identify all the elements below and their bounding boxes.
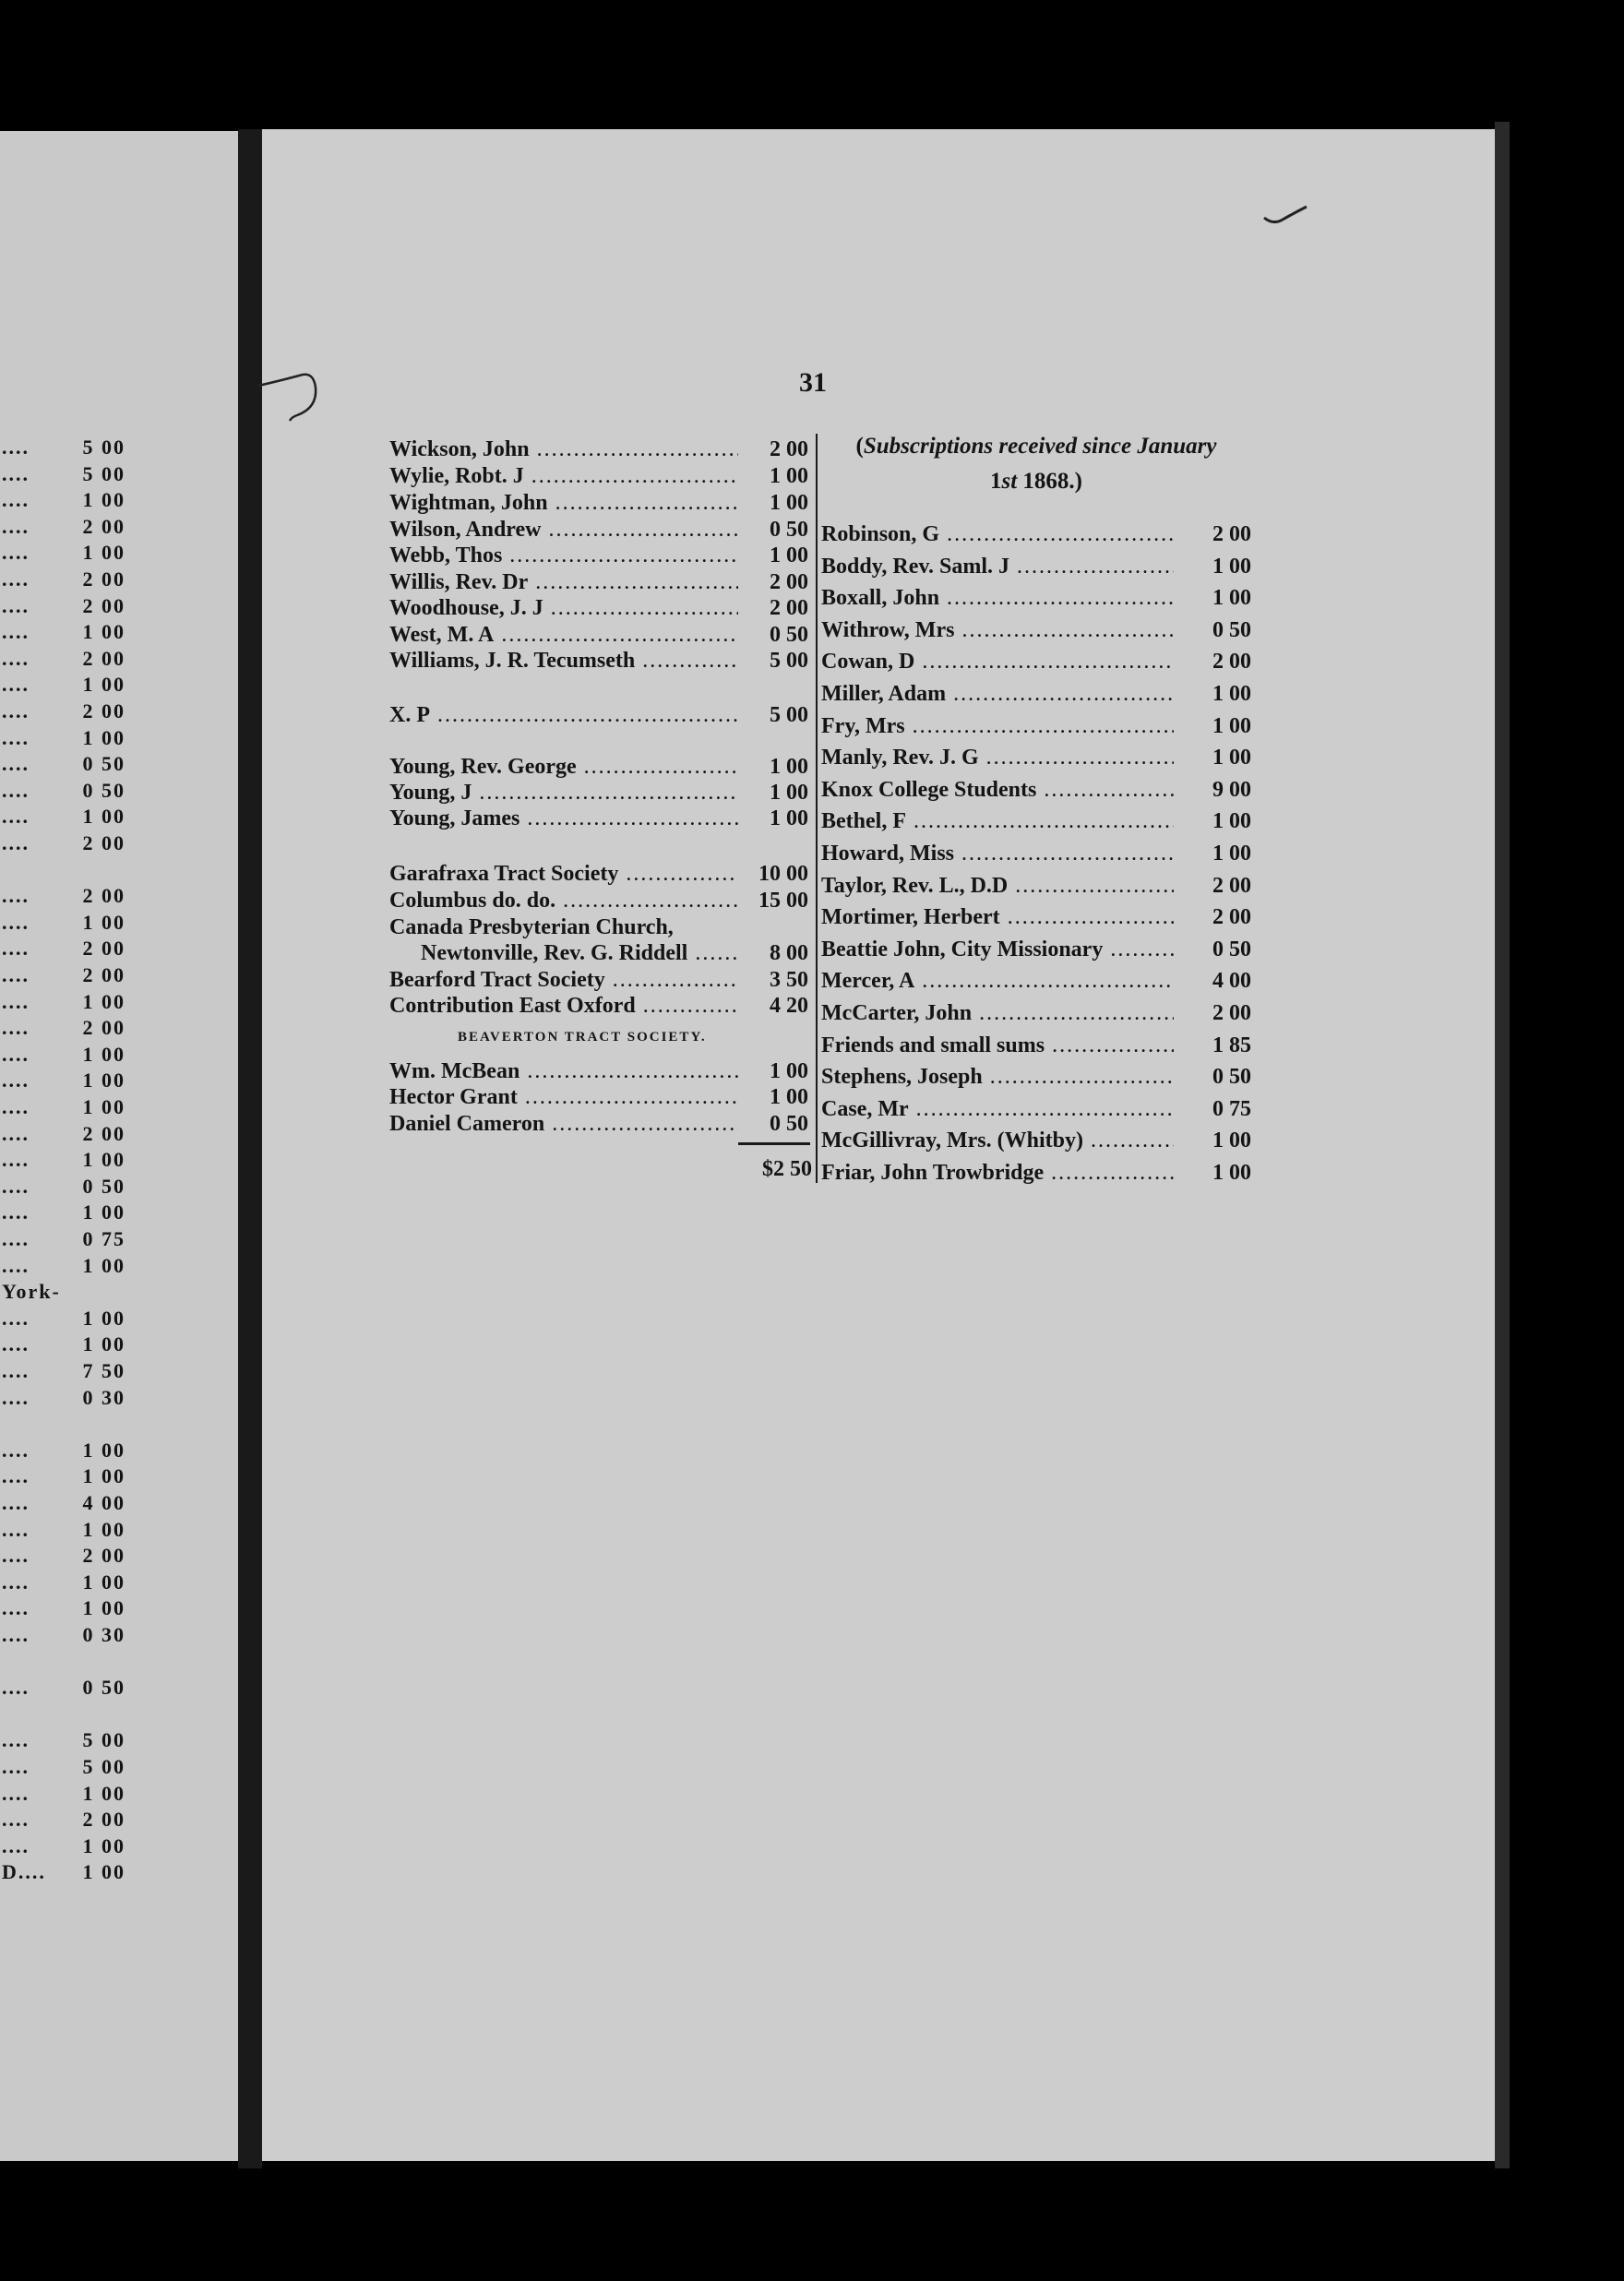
left-page-row — [0, 858, 129, 884]
donation-amount: 2 00 — [770, 570, 808, 594]
left-page-row — [0, 1175, 129, 1200]
donation-amount: 1 00 — [1212, 713, 1251, 738]
donor-entry — [821, 809, 1251, 839]
donor-entry — [821, 586, 1251, 615]
donation-amount: 1 00 — [1212, 682, 1251, 706]
left-page-row — [0, 1596, 129, 1622]
left-page-leader: .... — [2, 1332, 30, 1356]
donor-entry — [821, 555, 1251, 584]
left-page-row — [0, 1043, 129, 1069]
left-page-row — [0, 1544, 129, 1570]
donation-amount: 0 50 — [1212, 1065, 1251, 1090]
left-page-leader: .... — [2, 593, 30, 617]
left-page-row — [0, 1676, 129, 1702]
left-page-leader: .... — [2, 963, 30, 986]
donor-entry — [389, 703, 812, 733]
donor-name: Woodhouse, J. J ..... — [389, 596, 738, 626]
left-page-amount: 1 00 — [82, 1306, 125, 1330]
left-page-amount: 1 00 — [82, 1517, 125, 1541]
donor-entry — [389, 437, 812, 467]
left-page-amount: 0 50 — [82, 778, 125, 802]
donor-name: Daniel Cameron ..... — [389, 1112, 738, 1141]
left-page-leader: .... — [2, 1253, 30, 1277]
donor-name: Canada Presbyterian Church, — [389, 915, 674, 939]
left-page-leader: .... — [2, 778, 30, 802]
donor-name: McCarter, John ..... — [821, 1001, 1174, 1031]
left-page-amount: 1 00 — [82, 1438, 125, 1462]
left-page-amount: 1 00 — [82, 1570, 125, 1594]
donor-name: Young, J ..... — [389, 781, 738, 810]
donor-name: Wightman, John ..... — [389, 491, 738, 520]
left-page-amount: 2 00 — [82, 593, 125, 617]
donor-name: Williams, J. R. Tecumseth ..... — [389, 649, 738, 678]
donor-name: Boxall, John ..... — [821, 586, 1174, 615]
donor-name: Stephens, Joseph ..... — [821, 1065, 1174, 1094]
left-page-row — [0, 752, 129, 778]
left-page-amount: 2 00 — [82, 699, 125, 723]
donor-entry — [389, 543, 812, 573]
donation-amount: 0 50 — [770, 1112, 808, 1136]
donation-amount: 2 00 — [1212, 650, 1251, 675]
left-page-row — [0, 1386, 129, 1412]
donor-name: Friends and small sums ..... — [821, 1033, 1174, 1063]
left-page-row — [0, 1332, 129, 1358]
left-page-row — [0, 1439, 129, 1464]
left-page-leader: .... — [2, 673, 30, 697]
left-page-row — [0, 1491, 129, 1517]
donation-amount: 1 00 — [770, 491, 808, 515]
left-page-leader: .... — [2, 1438, 30, 1462]
left-page-leader: .... — [2, 1306, 30, 1330]
column-divider — [816, 434, 818, 1183]
donation-amount: 0 50 — [770, 623, 808, 647]
donation-amount: 5 00 — [770, 649, 808, 673]
donor-name: Contribution East Oxford ..... — [389, 994, 738, 1023]
left-page-amount: 1 00 — [82, 1833, 125, 1857]
donation-amount: 4 00 — [1212, 969, 1251, 994]
left-page-leader: York- — [2, 1280, 61, 1304]
left-page-leader: .... — [2, 1464, 30, 1488]
left-page-leader: .... — [2, 1174, 30, 1198]
left-page-amount: 5 00 — [82, 1755, 125, 1778]
donation-amount: 15 00 — [758, 889, 808, 913]
donation-amount: 10 00 — [758, 862, 808, 886]
left-page-leader: .... — [2, 1491, 30, 1514]
left-page-amount: 1 00 — [82, 725, 125, 749]
left-page-row — [0, 1069, 129, 1094]
donation-amount: 1 85 — [1212, 1033, 1251, 1057]
left-page-amount: 5 00 — [82, 436, 125, 459]
left-page-amount: 1 00 — [82, 1095, 125, 1118]
donor-entry — [821, 650, 1251, 679]
donor-name: Cowan, D ..... — [821, 650, 1174, 679]
left-page-amount: 5 00 — [82, 1728, 125, 1752]
left-page-amount: 1 00 — [82, 673, 125, 697]
left-page-row — [0, 1227, 129, 1253]
left-page-row — [0, 1570, 129, 1596]
left-page-row — [0, 699, 129, 725]
left-page-row — [0, 673, 129, 699]
left-page-leader: .... — [2, 436, 30, 459]
donor-entry — [821, 522, 1251, 552]
left-page-amount: 2 00 — [82, 567, 125, 591]
donor-entry — [821, 969, 1251, 998]
left-page-row — [0, 1650, 129, 1676]
left-page-row — [0, 1200, 129, 1226]
left-page-leader: .... — [2, 725, 30, 749]
donation-amount: 0 50 — [770, 518, 808, 542]
pencil-checkmark — [1262, 201, 1308, 229]
left-page-amount: 1 00 — [82, 1781, 125, 1805]
left-page-row — [0, 1834, 129, 1860]
donation-amount: 1 00 — [770, 781, 808, 805]
left-page-amount: 1 00 — [82, 1042, 125, 1066]
donor-name: Case, Mr ..... — [821, 1097, 1174, 1127]
left-page-row — [0, 1623, 129, 1649]
donor-name: Newtonville, Rev. G. Riddell ..... — [421, 941, 738, 971]
left-page-row — [0, 779, 129, 805]
left-page-leader: .... — [2, 646, 30, 670]
donor-entry — [821, 682, 1251, 711]
subscriptions-note-line1: (Subscriptions received since January — [855, 434, 1217, 459]
donor-entry — [389, 596, 812, 626]
left-page-row — [0, 1782, 129, 1808]
donor-entry — [821, 1161, 1251, 1190]
donor-name: Mortimer, Herbert ..... — [821, 905, 1174, 935]
donation-amount: 9 00 — [1212, 777, 1251, 802]
left-page-row — [0, 1280, 129, 1306]
left-page-leader: .... — [2, 910, 30, 934]
beaverton-subheading: BEAVERTON TRACT SOCIETY. — [458, 1030, 707, 1045]
donor-name: Withrow, Mrs ..... — [821, 618, 1174, 648]
donation-amount: 2 00 — [770, 437, 808, 461]
donor-entry — [821, 842, 1251, 871]
donation-amount: 2 00 — [1212, 905, 1251, 930]
donation-amount: 1 00 — [1212, 809, 1251, 834]
donor-name: Fry, Mrs ..... — [821, 714, 1174, 744]
left-page-row — [0, 911, 129, 937]
left-page-amount: 2 00 — [82, 884, 125, 908]
left-page-leader: .... — [2, 514, 30, 538]
left-page-amount: 1 00 — [82, 989, 125, 1013]
donor-entry — [389, 649, 812, 678]
donor-entry — [389, 994, 812, 1023]
left-page-amount: 2 00 — [82, 1544, 125, 1568]
left-page-row — [0, 990, 129, 1016]
donor-name: Bethel, F ..... — [821, 809, 1174, 839]
donor-entry — [821, 874, 1251, 903]
left-page-leader: .... — [2, 541, 30, 565]
left-page-leader: .... — [2, 1623, 30, 1646]
left-page-amount: 4 00 — [82, 1491, 125, 1514]
donor-name: Knox College Students ..... — [821, 778, 1174, 807]
donor-name: Taylor, Rev. L., D.D ..... — [821, 874, 1174, 903]
left-page-amount: 1 00 — [82, 1860, 125, 1884]
donor-entry — [389, 1112, 812, 1141]
donor-name: West, M. A ..... — [389, 623, 738, 652]
donor-name: Garafraxa Tract Society ..... — [389, 862, 738, 891]
donor-name: Hector Grant ..... — [389, 1085, 738, 1115]
donor-entry — [821, 746, 1251, 775]
left-page-row — [0, 963, 129, 989]
left-page-row — [0, 1728, 129, 1754]
donor-name: Howard, Miss ..... — [821, 842, 1174, 871]
donation-amount: 8 00 — [770, 941, 808, 965]
donor-entry — [821, 1129, 1251, 1158]
left-page-row — [0, 515, 129, 541]
donor-entry — [821, 1001, 1251, 1031]
left-page-row — [0, 805, 129, 830]
donor-name: Young, James ..... — [389, 806, 738, 836]
left-page-row — [0, 1464, 129, 1490]
left-page-amount: 2 00 — [82, 1016, 125, 1040]
left-page-row — [0, 488, 129, 514]
left-page-row — [0, 1307, 129, 1332]
left-page-row — [0, 1359, 129, 1385]
page-edge — [1495, 122, 1510, 2168]
pencil-bracket-mark — [255, 354, 323, 428]
left-page-leader: .... — [2, 1121, 30, 1145]
donor-name: Bearford Tract Society ..... — [389, 968, 738, 997]
donation-amount: 2 00 — [1212, 1001, 1251, 1025]
left-page-amount: 2 00 — [82, 514, 125, 538]
left-page-leader: .... — [2, 1016, 30, 1040]
left-page-row — [0, 1148, 129, 1174]
donation-amount: 2 00 — [1212, 873, 1251, 898]
left-page-row — [0, 620, 129, 646]
left-page-row — [0, 1095, 129, 1121]
donor-name: Young, Rev. George ..... — [389, 755, 738, 784]
donor-entry — [821, 1065, 1251, 1094]
left-page-row — [0, 462, 129, 488]
donor-name: Webb, Thos ..... — [389, 543, 738, 573]
donor-name: Wilson, Andrew ..... — [389, 518, 738, 547]
donor-name: Columbus do. do. ..... — [389, 889, 738, 918]
left-page-leader: .... — [2, 488, 30, 512]
donation-amount: 3 50 — [770, 968, 808, 992]
left-page-amount: 0 30 — [82, 1385, 125, 1409]
left-page-amount: 1 00 — [82, 541, 125, 565]
donor-entry — [389, 862, 812, 891]
left-page-leader: .... — [2, 1359, 30, 1382]
donation-amount: 2 00 — [1212, 522, 1251, 546]
donation-amount: 0 50 — [1212, 937, 1251, 961]
donation-amount: 1 00 — [1212, 842, 1251, 866]
left-page-row — [0, 1412, 129, 1438]
left-page-amount: 2 00 — [82, 646, 125, 670]
left-page-leader: .... — [2, 805, 30, 829]
donation-amount: 1 00 — [770, 543, 808, 567]
left-page-amount: 0 30 — [82, 1623, 125, 1646]
left-page-amount: 2 00 — [82, 937, 125, 961]
left-page-amount: 0 50 — [82, 752, 125, 776]
left-page-row — [0, 1808, 129, 1833]
left-page-row — [0, 1702, 129, 1728]
left-page-leader: .... — [2, 1200, 30, 1224]
left-page-leader: .... — [2, 1069, 30, 1093]
donation-amount: 1 00 — [1212, 554, 1251, 579]
left-page-leader: .... — [2, 1728, 30, 1752]
donor-entry — [389, 491, 812, 520]
left-page-amount: 1 00 — [82, 1148, 125, 1172]
left-page-row — [0, 1860, 129, 1886]
donor-entry — [821, 1033, 1251, 1063]
donor-name: Boddy, Rev. Saml. J ..... — [821, 555, 1174, 584]
left-page-row — [0, 1122, 129, 1148]
left-page-leader: .... — [2, 1042, 30, 1066]
left-page-leader: .... — [2, 1833, 30, 1857]
left-page-row — [0, 1518, 129, 1544]
left-page-leader: .... — [2, 461, 30, 485]
donation-amount: 1 00 — [1212, 746, 1251, 770]
left-page-amount: 1 00 — [82, 1069, 125, 1093]
left-page-row — [0, 541, 129, 567]
total-rule — [738, 1142, 810, 1145]
donor-entry — [389, 889, 812, 918]
donor-entry — [821, 905, 1251, 935]
left-page-amount: 1 00 — [82, 1464, 125, 1488]
donor-name: Willis, Rev. Dr ..... — [389, 570, 738, 600]
donor-entry — [821, 1097, 1251, 1127]
left-page-leader: .... — [2, 1544, 30, 1568]
donation-amount: 0 50 — [1212, 617, 1251, 642]
donor-name: Miller, Adam ..... — [821, 682, 1174, 711]
left-page-amount: 1 00 — [82, 1253, 125, 1277]
left-page-amount: 2 00 — [82, 831, 125, 854]
left-page-amount: 1 00 — [82, 620, 125, 644]
left-page-row — [0, 647, 129, 673]
left-page-row — [0, 436, 129, 461]
left-page-row — [0, 831, 129, 857]
left-page-amount: 2 00 — [82, 1808, 125, 1832]
left-page-amount: 7 50 — [82, 1359, 125, 1382]
donation-amount: 2 00 — [770, 596, 808, 620]
donation-amount: 0 75 — [1212, 1096, 1251, 1121]
left-page-leader: .... — [2, 1095, 30, 1118]
left-page-row — [0, 937, 129, 962]
left-page-leader: .... — [2, 699, 30, 723]
page-number: 31 — [799, 367, 827, 398]
left-page-amount: 0 75 — [82, 1227, 125, 1250]
left-page-amount: 1 00 — [82, 1596, 125, 1620]
left-page-amount: 1 00 — [82, 805, 125, 829]
donor-name: Wickson, John ..... — [389, 437, 738, 467]
subscriptions-note-line2: 1st 1868.) — [989, 469, 1082, 494]
left-page-row — [0, 1755, 129, 1781]
left-page-amount: 1 00 — [82, 910, 125, 934]
left-page-leader: .... — [2, 1148, 30, 1172]
column-total: $2 50 — [762, 1157, 812, 1181]
left-page-leader: .... — [2, 1385, 30, 1409]
left-page-leader: .... — [2, 1808, 30, 1832]
left-page-row — [0, 884, 129, 910]
left-page-leader: .... — [2, 1676, 30, 1700]
donation-amount: 5 00 — [770, 703, 808, 727]
donor-entry — [821, 618, 1251, 648]
left-page-fragment — [0, 131, 242, 2161]
left-page-amount: 0 50 — [82, 1174, 125, 1198]
left-page-amount: 5 00 — [82, 461, 125, 485]
donation-amount: 1 00 — [770, 755, 808, 779]
left-page-leader: .... — [2, 567, 30, 591]
book-gutter — [238, 129, 262, 2168]
left-page-row — [0, 567, 129, 593]
left-page-leader: .... — [2, 1227, 30, 1250]
left-page-row — [0, 726, 129, 752]
donor-entry — [821, 714, 1251, 744]
donor-name: X. P ..... — [389, 703, 738, 733]
left-page-row — [0, 1254, 129, 1280]
donor-entry — [389, 806, 812, 836]
left-page-leader: D.... — [2, 1860, 46, 1884]
left-page-leader: .... — [2, 884, 30, 908]
left-page-row — [0, 594, 129, 620]
donor-entry — [421, 941, 812, 971]
donor-entry — [389, 464, 812, 494]
left-page-leader: .... — [2, 937, 30, 961]
left-page-leader: .... — [2, 831, 30, 854]
donation-amount: 1 00 — [1212, 586, 1251, 611]
donation-amount: 4 20 — [770, 994, 808, 1018]
donation-amount: 1 00 — [770, 464, 808, 488]
donor-name: Wylie, Robt. J ..... — [389, 464, 738, 494]
left-page-amount: 1 00 — [82, 1200, 125, 1224]
donor-name: Manly, Rev. J. G ..... — [821, 746, 1174, 775]
donor-name: Mercer, A ..... — [821, 969, 1174, 998]
donation-amount: 1 00 — [770, 1059, 808, 1083]
donor-name: Friar, John Trowbridge ..... — [821, 1161, 1174, 1190]
left-page-leader: .... — [2, 620, 30, 644]
donor-entry — [821, 937, 1251, 967]
donation-amount: 1 00 — [770, 806, 808, 830]
left-page-row — [0, 1016, 129, 1042]
donation-amount: 1 00 — [1212, 1161, 1251, 1185]
donor-entry — [389, 1085, 812, 1115]
donor-entry — [821, 778, 1251, 807]
left-page-leader: .... — [2, 1517, 30, 1541]
donor-name: McGillivray, Mrs. (Whitby) ..... — [821, 1129, 1174, 1158]
left-page-amount: 1 00 — [82, 1332, 125, 1356]
left-page-leader: .... — [2, 1570, 30, 1594]
left-page-leader: .... — [2, 752, 30, 776]
left-page-amount: 2 00 — [82, 1121, 125, 1145]
left-page-leader: .... — [2, 1755, 30, 1778]
left-page-leader: .... — [2, 1781, 30, 1805]
left-page-amount: 1 00 — [82, 488, 125, 512]
donor-name: Beattie John, City Missionary ..... — [821, 937, 1174, 967]
left-page-amount: 2 00 — [82, 963, 125, 986]
left-page-amount: 0 50 — [82, 1676, 125, 1700]
donation-amount: 1 00 — [1212, 1129, 1251, 1153]
left-page-leader: .... — [2, 989, 30, 1013]
donor-name: Wm. McBean ..... — [389, 1059, 738, 1089]
donation-amount: 1 00 — [770, 1085, 808, 1109]
left-page-leader: .... — [2, 1596, 30, 1620]
donor-name: Robinson, G ..... — [821, 522, 1174, 552]
